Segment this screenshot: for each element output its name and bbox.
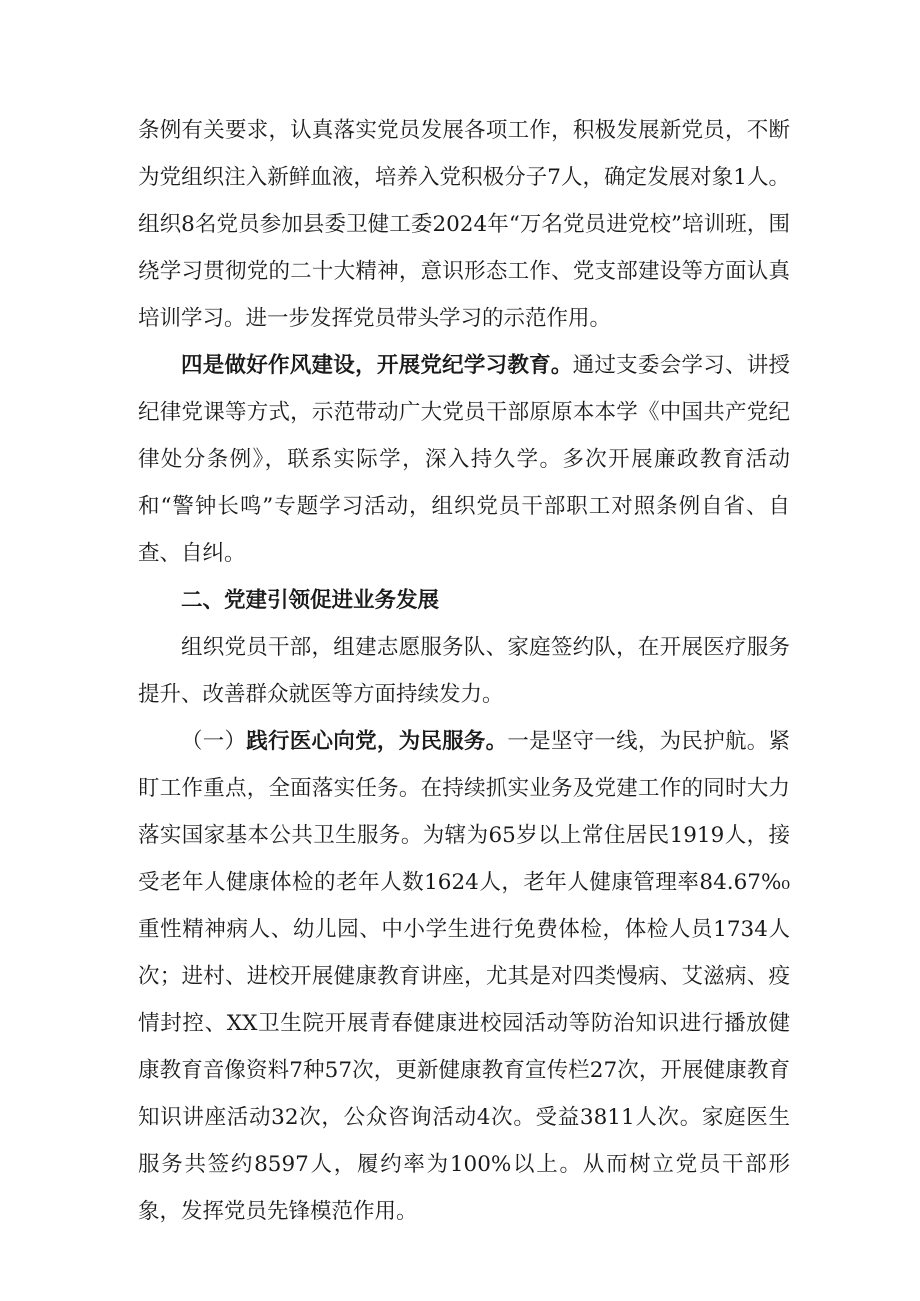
section-heading — [138, 577, 790, 624]
paragraph-medical-service — [138, 718, 790, 1235]
paragraph-text: 条例有关要求，认真落实党员发展各项工作，积极发展新党员，不断为党组织注入新鲜血液，培养入党积极分子7人，确定发展对象1人。组织8名党员参加县委卫健工委2024年“万名党员进党校”培训班，围绕学习贯彻党的二十大精神，意识形态工作、党支部建设等方面认真培训学习。进一步发挥党员带头学习的示范作用。 — [138, 118, 790, 331]
paragraph-text: 通过支委会学习、讲授纪律党课等方式，示范带动广大党员干部原原本本学《中国共产党纪律处分条例》，联系实际学，深入持久学。多次开展廉政教育活动和“警钟长鸣”专题学习活动，组织党员干部职工对照条例自省、自查、自纠。 — [138, 353, 790, 566]
paragraph-party-development — [138, 107, 790, 342]
paragraph-prefix: （一） — [181, 729, 247, 754]
section-heading-text: 二、党建引领促进业务发展 — [181, 588, 440, 613]
paragraph-lead: 践行医心向党，为民服务。 — [246, 729, 508, 754]
paragraph-text: 组织党员干部，组建志愿服务队、家庭签约队，在开展医疗服务提升、改善群众就医等方面持续发力。 — [138, 635, 790, 707]
paragraph-text: 一是坚守一线，为民护航。紧盯工作重点，全面落实任务。在持续抓实业务及党建工作的同时大力落实国家基本公共卫生服务。为辖为65岁以上常住居民1919人，接受老年人健康体检的老年人数1624人，老年人健康管理率84.67%₀重性精神病人、幼儿园、中小学生进行免费体检，体检人员1734人次；进村、进校开展健康教育讲座，尤其是对四类慢病、艾滋病、疫情封控、XX卫生院开展青春健康进校园活动等防治知识进行播放健康教育音像资料7种57次，更新健康教育宣传栏27次，开展健康教育知识讲座活动32次，公众咨询活动4次。受益3811人次。家庭医生服务共签约8597人，履约率为100%以上。从而树立党员干部形象，发挥党员先锋模范作用。 — [138, 729, 790, 1224]
paragraph-volunteer-teams — [138, 624, 790, 718]
paragraph-work-style — [138, 342, 790, 577]
paragraph-lead: 四是做好作风建设，开展党纪学习教育。 — [181, 353, 573, 378]
document-body — [138, 107, 790, 1235]
